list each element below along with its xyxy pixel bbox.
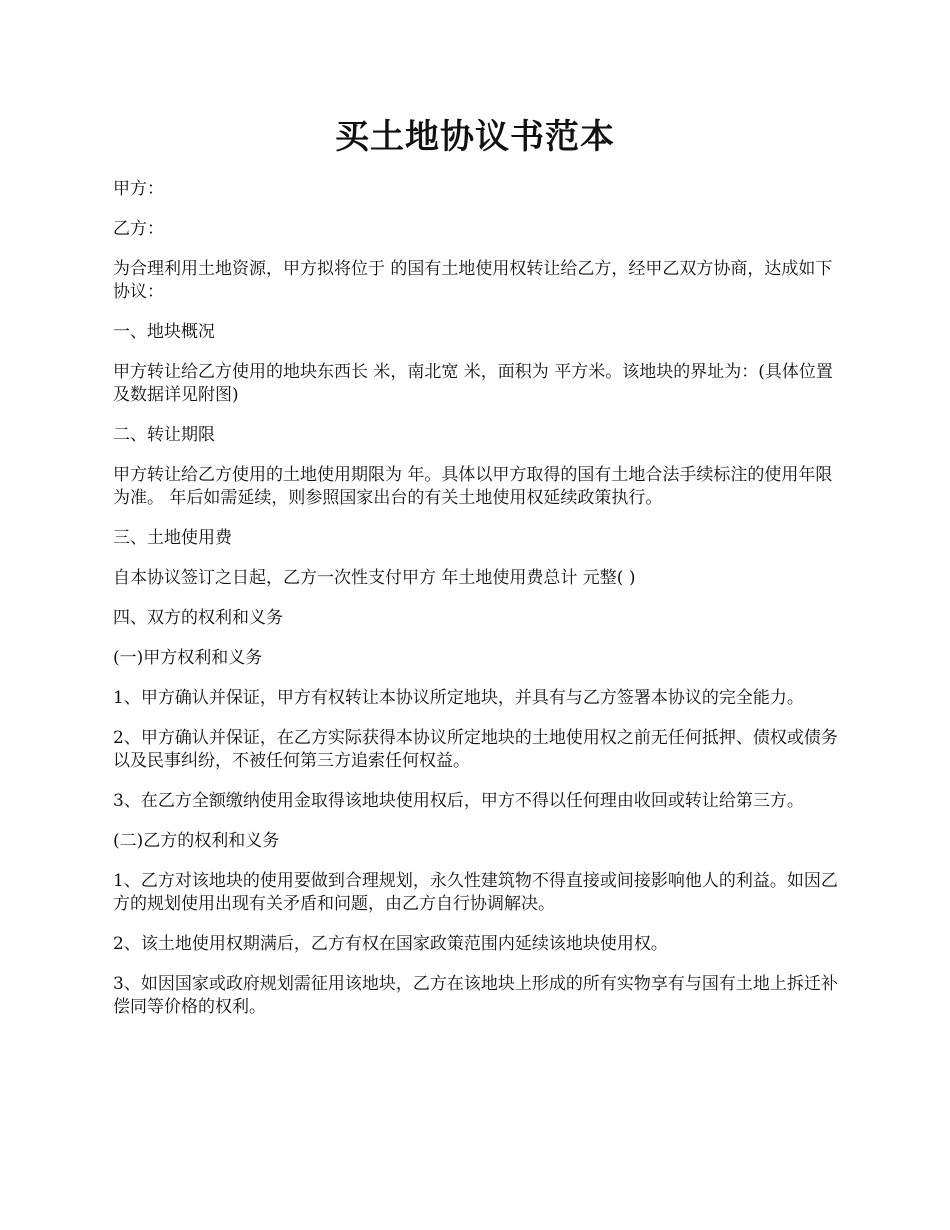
party-b-clause-3: 3、如因国家或政府规划需征用该地块，乙方在该地块上形成的所有实物享有与国有土地上拆迁补偿同等价格的权利。 bbox=[113, 974, 838, 1017]
subheading-party-b-rights: (二)乙方的权利和义务 bbox=[113, 831, 280, 851]
party-a-line: 甲方： bbox=[113, 179, 164, 199]
party-a-clause-2: 2、甲方确认并保证，在乙方实际获得本协议所定地块的土地使用权之前无任何抵押、债权或债务以及民事纠纷，不被任何第三方追索任何权益。 bbox=[113, 728, 838, 771]
intro-paragraph: 为合理利用土地资源，甲方拟将位于 的国有土地使用权转让给乙方，经甲乙双方协商，达成如下协议： bbox=[113, 259, 833, 302]
document-title: 买土地协议书范本 bbox=[335, 117, 615, 157]
party-b-line: 乙方： bbox=[113, 219, 164, 239]
document-body bbox=[113, 178, 843, 1036]
party-b-clause-1: 1、乙方对该地块的使用要做到合理规划，永久性建筑物不得直接或间接影响他人的利益。如因乙方的规划使用出现有关矛盾和问题，由乙方自行协调解决。 bbox=[113, 871, 838, 914]
section-heading-rights-obligations: 四、双方的权利和义务 bbox=[113, 608, 283, 628]
section-heading-land-fee: 三、土地使用费 bbox=[113, 528, 232, 548]
subheading-party-a-rights: (一)甲方权利和义务 bbox=[113, 648, 263, 668]
party-a-clause-1: 1、甲方确认并保证，甲方有权转让本协议所定地块，并具有与乙方签署本协议的完全能力。 bbox=[113, 688, 804, 708]
party-b-clause-2: 2、该土地使用权期满后，乙方有权在国家政策范围内延续该地块使用权。 bbox=[113, 934, 668, 954]
section-heading-transfer-term: 二、转让期限 bbox=[113, 425, 215, 445]
plot-overview-paragraph: 甲方转让给乙方使用的地块东西长 米，南北宽 米，面积为 平方米。该地块的界址为：(具体位置及数据详见附图) bbox=[113, 362, 833, 405]
land-fee-paragraph: 自本协议签订之日起，乙方一次性支付甲方 年土地使用费总计 元整( ) bbox=[113, 568, 636, 588]
party-a-clause-3: 3、在乙方全额缴纳使用金取得该地块使用权后，甲方不得以任何理由收回或转让给第三方。 bbox=[113, 791, 804, 811]
transfer-term-paragraph: 甲方转让给乙方使用的土地使用期限为 年。具体以甲方取得的国有土地合法手续标注的使用年限为准。 年后如需延续，则参照国家出台的有关土地使用权延续政策执行。 bbox=[113, 465, 833, 508]
section-heading-plot-overview: 一、地块概况 bbox=[113, 322, 215, 342]
